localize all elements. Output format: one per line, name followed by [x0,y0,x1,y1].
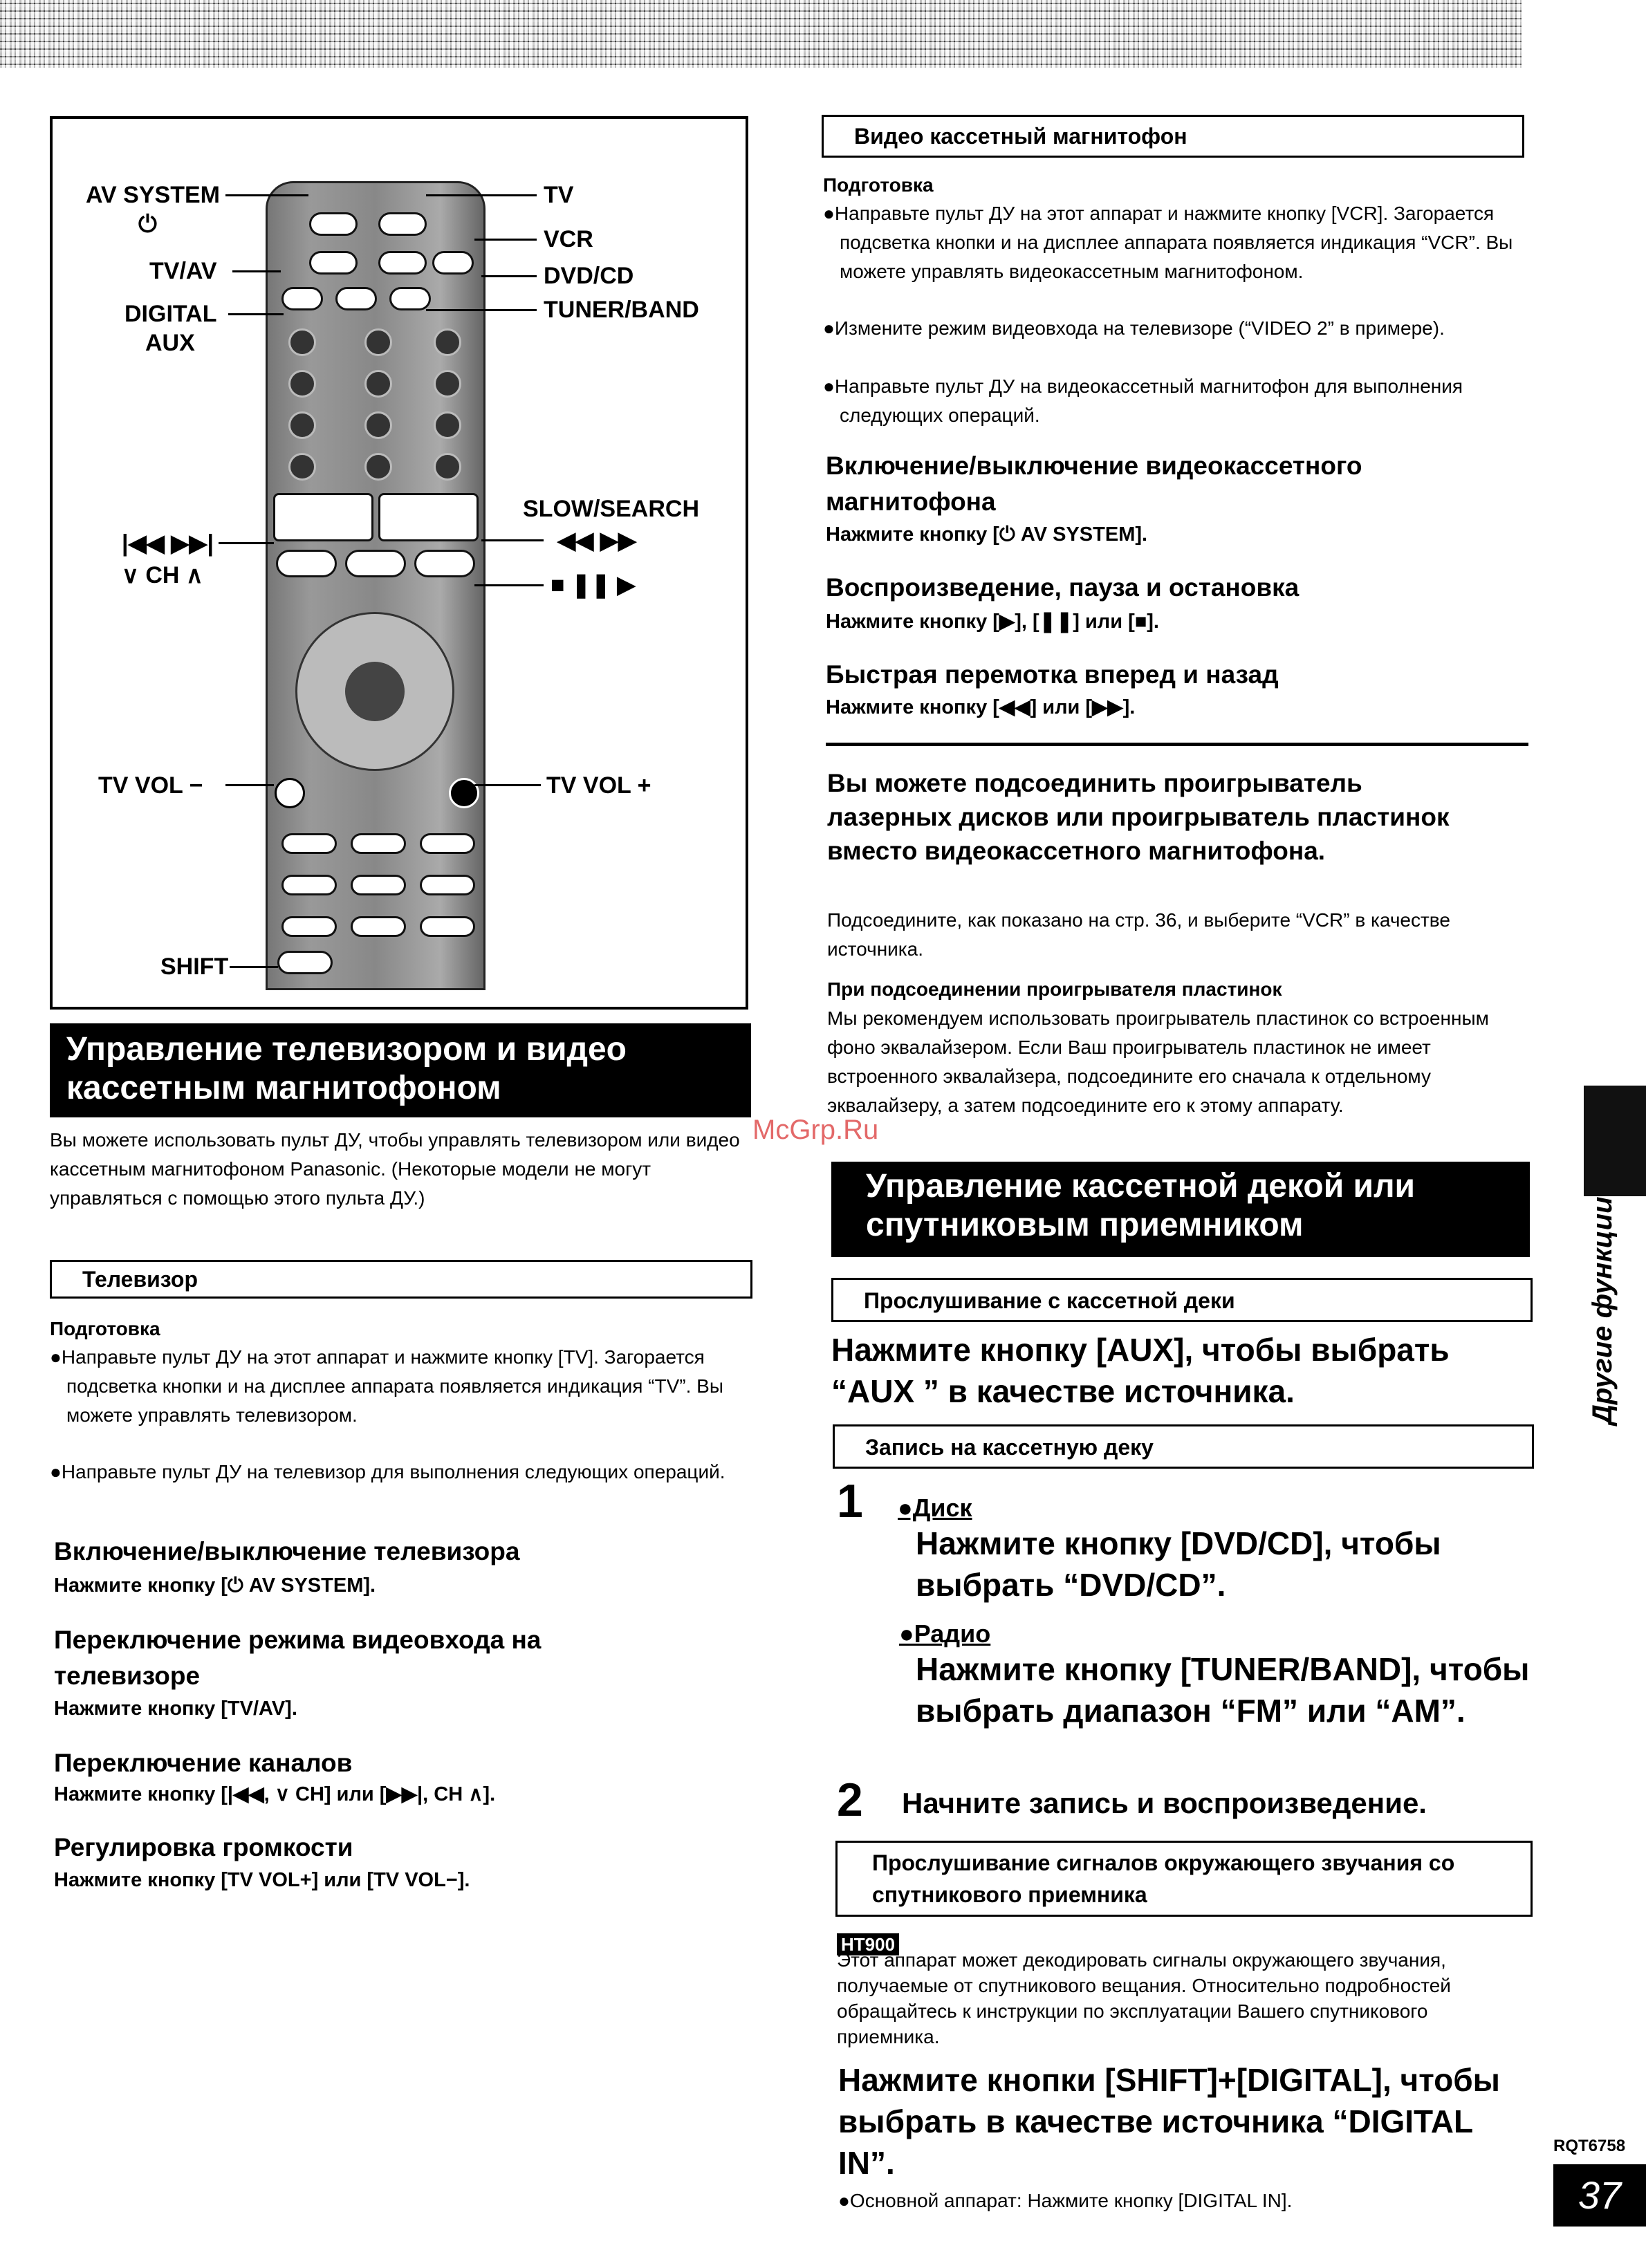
remote-key [434,411,461,439]
remote-slow-group [378,493,479,541]
remote-skip-group [273,493,373,541]
remote-aux-button [335,287,377,310]
remote-tuner-button [389,287,431,310]
tv-power-instruction: Нажмите кнопку [⏻ AV SYSTEM]. [54,1574,376,1597]
remote-key [288,453,316,481]
remote-key [364,411,392,439]
remote-key [288,370,316,398]
remote-shift-button [277,951,333,974]
tv-prep-bullet-2: ●Направьте пульт ДУ на телевизор для выполнения следующих операций. [50,1461,725,1482]
disc-instruction: Нажмите кнопку [DVD/CD], чтобы выбрать “DVD/CD”. [916,1525,1441,1603]
remote-key [364,370,392,398]
skip-icons: |◀◀ ▶▶| [122,530,214,557]
remote-tv-vol-plus-button [449,778,479,808]
aux-instruction: Нажмите кнопку [AUX], чтобы выбрать “AUX ” в качестве источника. [831,1332,1450,1409]
record-tape-header: Запись на кассетную деку [833,1424,1534,1469]
side-tab-marker [1584,1086,1646,1196]
label-tv-vol-minus: TV VOL − [98,772,203,799]
watermark: McGrp.Ru [752,1115,879,1145]
vcr-power-heading: Включение/выключение видеокассетного магнитофона [826,452,1362,516]
remote-key [434,328,461,356]
vcr-ff-heading: Быстрая перемотка вперед и назад [826,660,1279,689]
remote-key [288,411,316,439]
remote-pause-button [345,550,406,577]
label-digital: DIGITAL [124,301,217,327]
divider [826,743,1528,746]
vcr-prep-bullet-1: ●Направьте пульт ДУ на этот аппарат и нажмите кнопку [VCR]. Загорается подсветка кнопки и на дисплее аппарата появляется индикация “VCR”. Вы можете управлять видеокассетным магнитофоном. [823,203,1513,282]
tv-volume-heading: Регулировка громкости [54,1833,353,1861]
label-tv-av: TV/AV [149,258,217,284]
remote-key [351,833,406,854]
remote-key [281,833,337,854]
slow-search-icons: ◀◀ ▶▶ [557,528,637,554]
leader-line [225,194,308,196]
satellite-text: Этот аппарат может декодировать сигналы окружающего звучания, получаемые от спутникового вещания. Относительно подробностей обращайтесь к инструкции по эксплуатации Вашего спутникового приемника. [837,1949,1451,2047]
label-tuner-band: TUNER/BAND [544,297,699,323]
tv-input-instruction: Нажмите кнопку [TV/AV]. [54,1698,297,1720]
turntable-heading: При подсоединении проигрывателя пластинок [827,978,1282,1000]
vcr-ff-instruction: Нажмите кнопку [◀◀] или [▶▶]. [826,696,1136,718]
remote-key [434,453,461,481]
leader-line [474,239,537,241]
step-1-number: 1 [837,1475,863,1527]
label-tv: TV [544,182,574,208]
remote-tv-vol-minus-button [275,778,305,808]
radio-instruction: Нажмите кнопку [TUNER/BAND], чтобы выбрать диапазон “FM” или “AM”. [916,1651,1530,1729]
label-aux: AUX [145,330,195,356]
remote-stop-button [276,550,337,577]
listen-tape-header: Прослушивание с кассетной деки [831,1278,1533,1322]
remote-tv-button [378,212,427,236]
tv-section-header: Телевизор [50,1260,752,1299]
tv-channel-heading: Переключение каналов [54,1749,353,1777]
transport-icons: ■ ❚❚ ▶ [551,572,636,598]
radio-label [899,1621,990,1647]
radio-label-text: ●Радио [899,1619,991,1648]
remote-key [420,833,475,854]
remote-figure [50,116,748,1010]
remote-key [364,453,392,481]
remote-key [351,916,406,937]
remote-key [281,875,337,895]
remote-key [364,328,392,356]
vcr-play-heading: Воспроизведение, пауза и остановка [826,573,1300,602]
side-vertical-label: Другие функции [1587,1196,1618,1424]
connect-heading: Вы можете подсоединить проигрыватель лазерных дисков или проигрыватель пластинок вместо видеокассетного магнитофона. [827,769,1450,865]
document-code: RQT6758 [1553,2137,1626,2155]
leader-line [232,270,281,272]
main-unit-note: ●Основной аппарат: Нажмите кнопку [DIGITAL IN]. [838,2190,1293,2211]
leader-line [219,542,274,544]
remote-control-illustration [266,181,486,990]
section-banner-tv-vcr: Управление телевизором и видео кассетным магнитофоном [50,1023,751,1117]
leader-line [228,313,284,315]
vcr-prep-label: Подготовка [823,174,934,196]
leader-line [481,539,544,541]
step-2-number: 2 [837,1774,863,1826]
connect-text: Подсоедините, как показано на стр. 36, и выберите “VCR” в качестве источника. [827,909,1450,960]
remote-tvav-button [309,251,358,275]
leader-line [230,966,278,968]
label-tv-vol-plus: TV VOL + [546,772,651,799]
remote-av-system-button [309,212,358,236]
leader-line [426,194,537,196]
remote-key [288,328,316,356]
label-dvd-cd: DVD/CD [544,263,634,289]
ht900-badge: HT900 [837,1933,899,1955]
satellite-header: Прослушивание сигналов окружающего звучания со спутникового приемника [835,1841,1533,1917]
tv-prep-bullet-1: ●Направьте пульт ДУ на этот аппарат и нажмите кнопку [TV]. Загорается подсветка кнопки и на дисплее аппарата появляется индикация “TV”. Вы можете управлять телевизором. [50,1346,723,1426]
turntable-text: Мы рекомендуем использовать проигрыватель пластинок со встроенным фоно эквалайзером. Если Ваш проигрыватель пластинок не имеет встроенного эквалайзера, подсоедините его сначала к отдельному эквалайзеру, а затем подсоедините его к этому аппарату. [827,1007,1489,1116]
label-shift: SHIFT [160,954,229,980]
leader-line [481,275,537,277]
power-icon: ⏻ [138,211,157,237]
vcr-play-instruction: Нажмите кнопку [▶], [❚❚] или [■]. [826,611,1159,633]
leader-line [474,784,541,786]
label-av-system: AV SYSTEM [86,182,220,208]
remote-dvd-button [432,251,474,275]
tv-input-heading: Переключение режима видеовхода на телевизоре [54,1626,542,1690]
section-banner-tape-satellite: Управление кассетной декой или спутниковым приемником [831,1162,1530,1257]
remote-key [351,875,406,895]
scan-noise-overlay [0,0,1522,68]
disc-label-text: ●Диск [898,1494,972,1522]
remote-key [281,916,337,937]
remote-play-button [414,550,475,577]
remote-key [420,875,475,895]
leader-line [225,784,274,786]
remote-digital-button [281,287,323,310]
tv-prep-label: Подготовка [50,1318,160,1339]
remote-enter-button [345,662,405,721]
shift-digital-instruction: Нажмите кнопки [SHIFT]+[DIGITAL], чтобы выбрать в качестве источника “DIGITAL IN”. [838,2062,1500,2181]
page-number: 37 [1553,2164,1646,2227]
vcr-section-header: Видео кассетный магнитофон [822,115,1524,158]
vcr-prep-bullet-2: ●Измените режим видеовхода на телевизоре (“VIDEO 2” в примере). [823,317,1445,339]
tv-volume-instruction: Нажмите кнопку [TV VOL+] или [TV VOL−]. [54,1869,470,1891]
tv-power-heading: Включение/выключение телевизора [54,1537,520,1565]
tv-channel-instruction: Нажмите кнопку [|◀◀, ∨ CH] или [▶▶|, CH ∧]. [54,1783,496,1805]
remote-key [434,370,461,398]
remote-vcr-button [378,251,427,275]
leader-line [474,584,544,586]
label-ch: ∨ CH ∧ [122,562,203,588]
intro-text: Вы можете использовать пульт ДУ, чтобы управлять телевизором или видео кассетным магнитофоном Panasonic. (Некоторые модели не могут управляться с помощью этого пульта ДУ.) [50,1129,740,1209]
remote-key [420,916,475,937]
step-2-text: Начните запись и воспроизведение. [902,1787,1427,1819]
label-slow-search: SLOW/SEARCH [523,496,699,522]
leader-line [426,309,537,311]
label-vcr: VCR [544,226,593,252]
vcr-power-instruction: Нажмите кнопку [⏻ AV SYSTEM]. [826,523,1148,546]
disc-label [898,1495,972,1521]
vcr-prep-bullet-3: ●Направьте пульт ДУ на видеокассетный магнитофон для выполнения следующих операций. [823,375,1463,426]
